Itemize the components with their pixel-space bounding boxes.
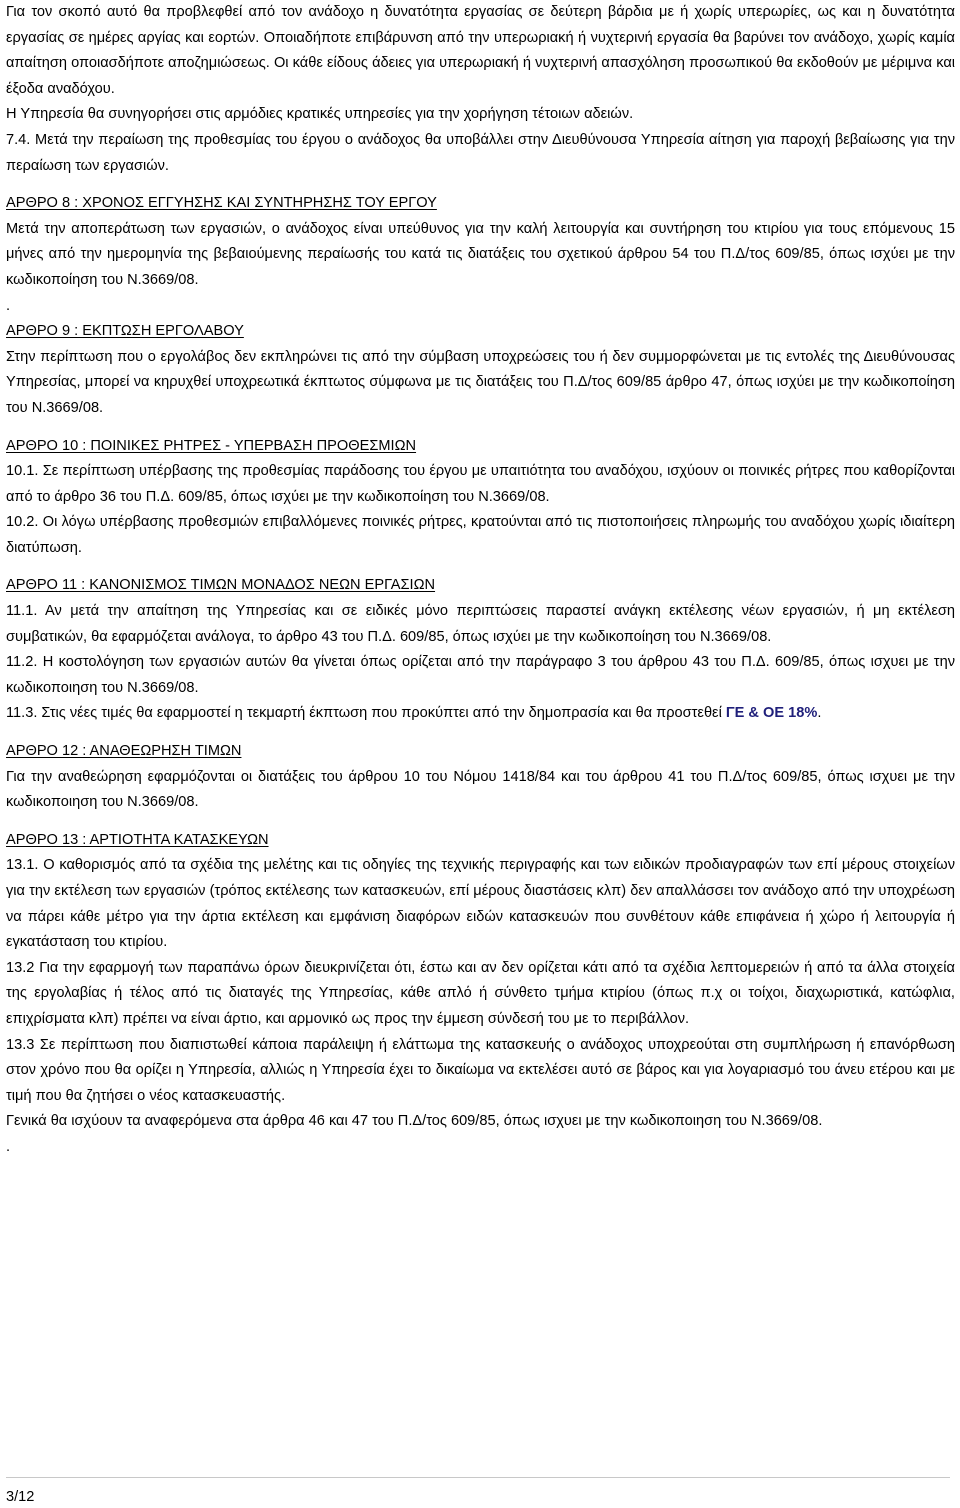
article-9-paragraph: Στην περίπτωση που ο εργολάβος δεν εκπληρώνει τις από την σύμβαση υποχρεώσεις του ή δεν συμμορφώνεται με τις εντολές της Διευθύνουσας Υπηρεσίας, μπορεί να κηρυχθεί υποχρεωτικά έκπτωτος σύμφωνα με τις διατάξεις του Π.Δ/τος 609/85 άρθρο 47, όπως ισχύει με την κωδικοποίηση του Ν.3669/08. — [6, 348, 955, 416]
article-10-paragraph-1: 10.1. Σε περίπτωση υπέρβασης της προθεσμίας παράδοσης του έργου με υπαιτιότητα του αναδόχου, ισχύουν οι ποινικές ρήτρες που καθορίζονται από το άρθρο 36 του Π.Δ. 609/85, όπως ισχύει με την κωδικοποίηση του Ν.3669/08. — [6, 463, 955, 505]
article-11-paragraph-3-text: 11.3. Στις νέες τιμές θα εφαρμοστεί η τεκμαρτή έκπτωση που προκύπτει από την δημοπρασία και θα προστεθεί — [6, 705, 726, 722]
article-13-paragraph-2: 13.2 Για την εφαρμογή των παραπάνω όρων διευκρινίζεται ότι, έστω και αν δεν ορίζεται κάτι από τα σχέδια λεπτομερειών ή από τα άλλα στοιχεία της εργολαβίας ή τέλος από τις διαταγές της Υπηρεσίας, κάθε απλό ή σύνθετο τμήμα κτιρίου (όπως π.χ οι τοίχοι, διαχωριστικά, κατώφλια, επιχρίσματα κλπ) πρέπει να είναι άρτιο, και αρμονικό ως προς την έμμεση σύνδεσή του με το περιβάλλον. — [6, 959, 955, 1027]
article-8-paragraph: Μετά την αποπεράτωση των εργασιών, ο ανάδοχος είναι υπεύθυνος για την καλή λειτουργία και συντήρηση του κτιρίου για τους επόμενους 15 μήνες από την ημερομηνία της βεβαιούμενης περαίωσής του κατά τις διατάξεις του σχετικού άρθρου 54 του Π.Δ/τος 609/85, όπως ισχύει με την κωδικοποίηση του Ν.3669/08. — [6, 220, 955, 288]
article-8-heading: ΑΡΘΡΟ 8 : ΧΡΟΝΟΣ ΕΓΓΥΗΣΗΣ ΚΑΙ ΣΥΝΤΗΡΗΣΗΣ ΤΟΥ ΕΡΓΟΥ — [6, 195, 437, 212]
article-11-paragraph-3 — [6, 701, 955, 727]
spacer — [6, 561, 955, 573]
article-11-paragraph-2: 11.2. Η κοστολόγηση των εργασιών αυτών θα γίνεται όπως ορίζεται από την παράγραφο 3 του άρθρου 43 του Π.Δ. 609/85, όπως ισχυει με την κωδικοποιηση του Ν.3669/08. — [6, 654, 955, 696]
spacer — [6, 727, 955, 739]
article-13-paragraph-4: Γενικά θα ισχύουν τα αναφερόμενα στα άρθρα 46 και 47 του Π.Δ/τος 609/85, όπως ισχυει με την κωδικοποιηση του Ν.3669/08. — [6, 1113, 823, 1130]
article-11-paragraph-3-end: . — [817, 705, 822, 722]
article-13-heading: ΑΡΘΡΟ 13 : ΑΡΤΙΟΤΗΤΑ ΚΑΤΑΣΚΕΥΩΝ — [6, 831, 269, 848]
article-12-heading: ΑΡΘΡΟ 12 : ΑΝΑΘΕΩΡΗΣΗ ΤΙΜΩΝ — [6, 743, 242, 760]
intro-paragraph-permits: Η Υπηρεσία θα συνηγορήσει στις αρμόδιες κρατικές υπηρεσίες για την χορήγηση τέτοιων αδειών. — [6, 106, 634, 123]
footer-divider — [6, 1477, 950, 1478]
spacer — [6, 422, 955, 434]
article-8-dot: . — [6, 297, 11, 314]
page-footer — [0, 1477, 960, 1508]
article-10-paragraph-2: 10.2. Οι λόγω υπέρβασης προθεσμιών επιβαλλόμενες ποινικές ρήτρες, κρατούνται από τις πιστοποιήσεις πληρωμής του αναδόχου χωρίς ιδιαίτερη διατύπωση. — [6, 514, 955, 556]
page-number: 3/12 — [6, 1489, 35, 1505]
article-13-paragraph-1: 13.1. Ο καθορισμός από τα σχέδια της μελέτης και τις οδηγίες της τεχνικής περιγραφής και των ειδικών προδιαγραφών των επί μέρους στοιχείων για την εκτέλεση των εργασιών (τρόπος εκτέλεσης των κατασκευών, επί μέρους διαστάσεις κλπ) δεν απαλλάσσει τον ανάδοχο από την υποχρέωση να πάρει κάθε μέτρο για την άρτια εκτέλεση και εμφάνιση διαφόρων ειδών κατασκευών που συνθέτουν κάθε επιφάνεια ή χώρο ή λειτουργία ή εγκατάσταση του κτιρίου. — [6, 857, 955, 951]
article-12-paragraph: Για την αναθεώρηση εφαρμόζονται οι διατάξεις του άρθρου 10 του Νόμου 1418/84 και του άρθρου 41 του Π.Δ/τος 609/85, όπως ισχυει με την κωδικοποιηση του Ν.3669/08. — [6, 768, 955, 811]
article-13-dot: . — [6, 1138, 11, 1155]
article-9-heading: ΑΡΘΡΟ 9 : ΕΚΠΤΩΣΗ ΕΡΓΟΛΑΒΟΥ — [6, 323, 244, 340]
spacer — [6, 179, 955, 191]
intro-paragraph-overtime: Για τον σκοπό αυτό θα προβλεφθεί από τον ανάδοχο η δυνατότητα εργασίας σε δεύτερη βάρδια με ή χωρίς υπερωρίες, ως και η δυνατότητα εργασίας σε ημέρες αργίας και εορτών. Οποιαδήποτε επιβάρυνση από την υπερωριακή ή νυχτερινή εργασία θα βαρύνει τον ανάδοχο, χωρίς καμία απαίτηση οποιασδήποτε αποζημιώσεως. Οι κάθε είδους άδειες για υπερωριακή ή νυχτερινή απασχόληση προσωπικού θα εκδοθούν με μέριμνα και έξοδα αναδόχου. — [6, 4, 955, 97]
document-body — [6, 0, 955, 1161]
article-11-heading: ΑΡΘΡΟ 11 : ΚΑΝΟΝΙΣΜΟΣ ΤΙΜΩΝ ΜΟΝΑΔΟΣ ΝΕΩΝ ΕΡΓΑΣΙΩΝ — [6, 577, 436, 594]
article-13-paragraph-3: 13.3 Σε περίπτωση που διαπιστωθεί κάποια παράλειψη ή ελάττωμα της κατασκευής ο ανάδοχος υποχρεούται στη συμπλήρωση ή επανόρθωση στον χρόνο που θα ορίζει η Υπηρεσία, αλλιώς η Υπηρεσία έχει το δικαίωμα να εκτελέσει αυτό σε βάρος και για λογαριασμό του άνευ ετέρου και με τιμή που θα ζητήσει ο νέος κατασκευαστής. — [6, 1036, 955, 1104]
article-10-heading: ΑΡΘΡΟ 10 : ΠΟΙΝΙΚΕΣ ΡΗΤΡΕΣ - ΥΠΕΡΒΑΣΗ ΠΡΟΘΕΣΜΙΩΝ — [6, 437, 417, 454]
article-11-paragraph-1: 11.1. Αν μετά την απαίτηση της Υπηρεσίας και σε ειδικές μόνο περιπτώσεις παραστεί ανάγκη εκτέλεσης νέων εργασιών, ή μη εκτέλεση συμβατικών, θα εφαρμόζεται ανάλογα, το άρθρο 43 του Π.Δ. 609/85, όπως ισχύει με την κωδικοποίηση του Ν.3669/08. — [6, 603, 955, 645]
overhead-profit-highlight: ΓΕ & ΟΕ 18% — [725, 705, 818, 722]
intro-paragraph-7-4: 7.4. Μετά την περαίωση της προθεσμίας του έργου ο ανάδοχος θα υποβάλλει στην Διευθύνουσα Υπηρεσία αίτηση για παροχή βεβαίωσης για την περαίωση των εργασιών. — [6, 131, 955, 174]
spacer — [6, 816, 955, 828]
